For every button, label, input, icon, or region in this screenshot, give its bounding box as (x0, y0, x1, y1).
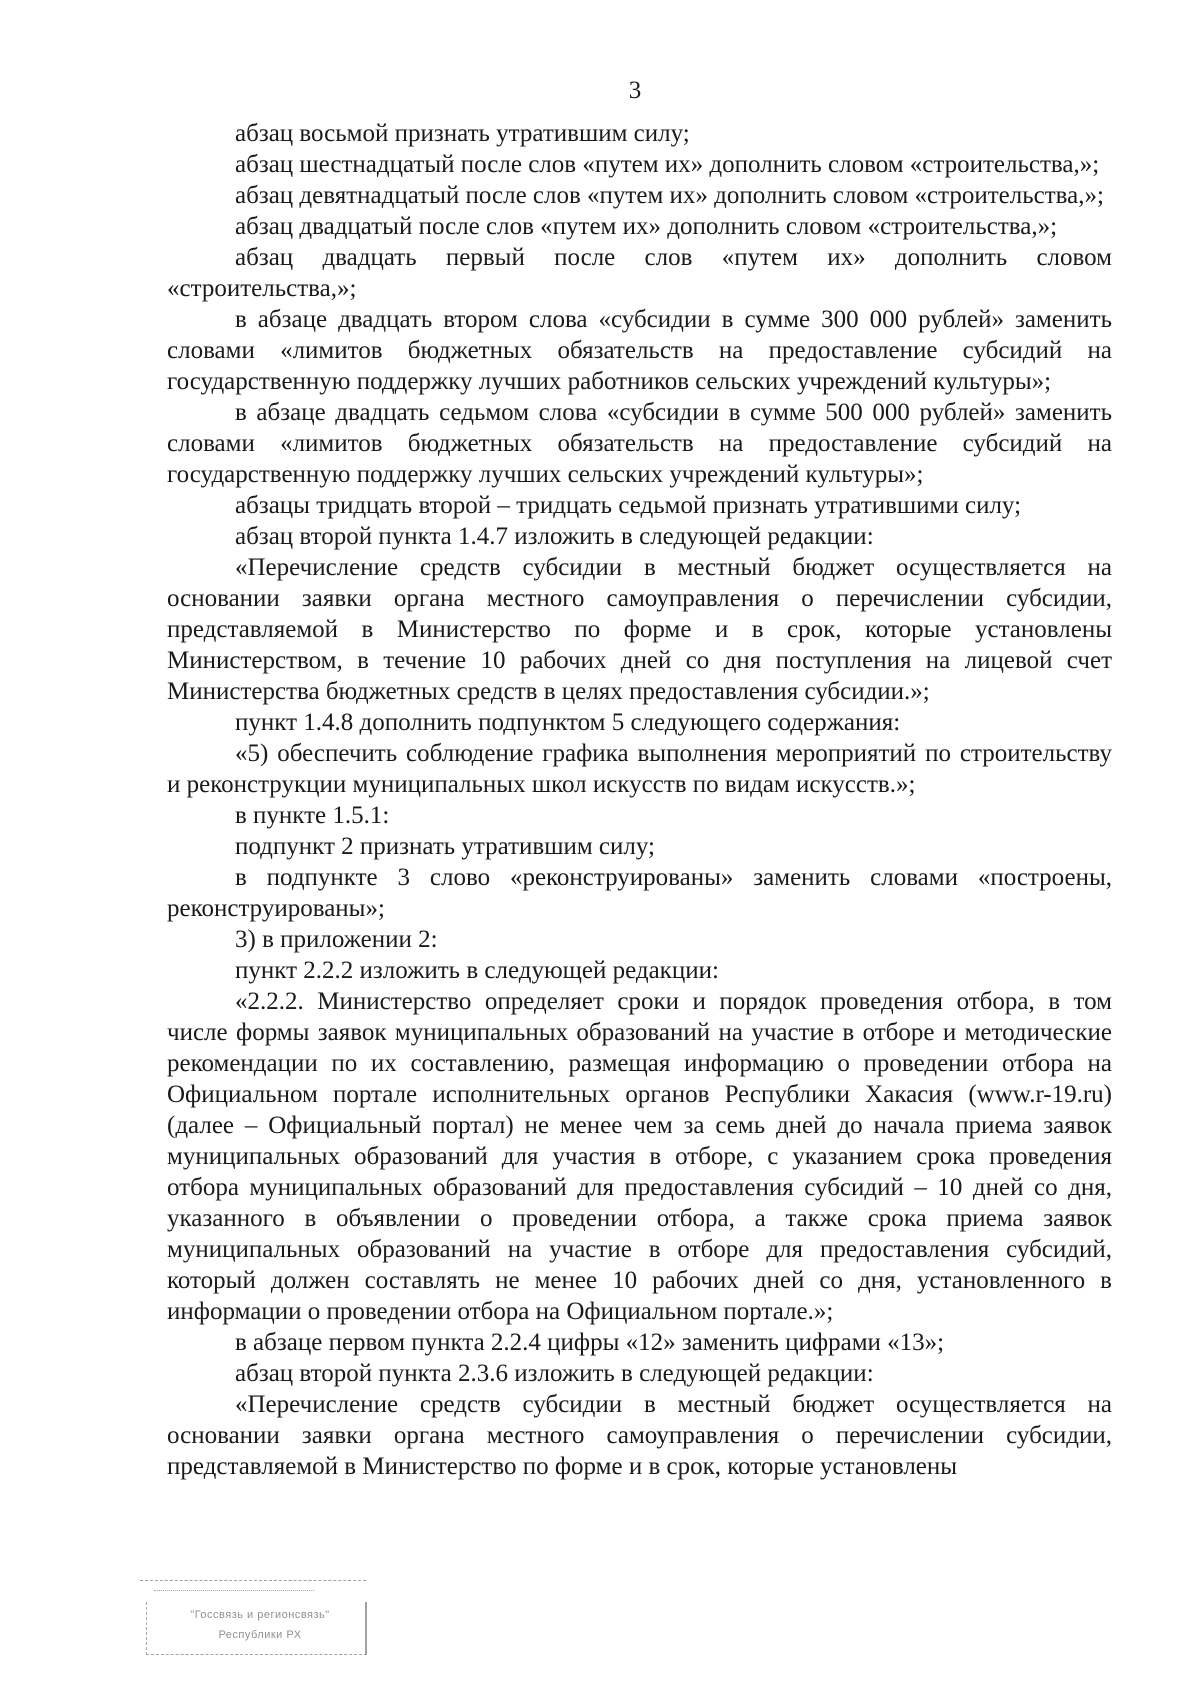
paragraph: в абзаце двадцать седьмом слова «субсидии в сумме 500 000 рублей» заменить словами «лимитов бюджетных обязательств на предоставление субсидий на государственную поддержку лучших сельских учреждений культуры»; (167, 399, 1112, 488)
stamp-top-rule (140, 1580, 366, 1581)
paragraph: абзацы тридцать второй – тридцать седьмой признать утратившими силу; (235, 492, 1022, 519)
document-body (167, 118, 1112, 1482)
paragraph: «Перечисление средств субсидии в местный бюджет осуществляется на основании заявки органа местного самоуправления о перечислении субсидии, представляемой в Министерство по форме и в срок, которые установлены Министерством, в течение 10 рабочих дней со дня поступления на лицевой счет Министерства бюджетных средств в целях предоставления субсидии.»; (167, 554, 1112, 705)
paragraph: «5) обеспечить соблюдение графика выполнения мероприятий по строительству и реконструкции муниципальных школ искусств по видам искусств.»; (167, 740, 1112, 798)
paragraph: пункт 1.4.8 дополнить подпунктом 5 следующего содержания: (235, 709, 901, 736)
stamp-sub-rule (154, 1590, 314, 1591)
paragraph: 3) в приложении 2: (235, 926, 438, 953)
paragraph: «Перечисление средств субсидии в местный бюджет осуществляется на основании заявки органа местного самоуправления о перечислении субсидии, представляемой в Министерство по форме и в срок, которые установлены (167, 1391, 1112, 1480)
stamp-frame (146, 1602, 367, 1655)
registration-stamp (140, 1580, 368, 1664)
paragraph: пункт 2.2.2 изложить в следующей редакции: (235, 957, 719, 984)
paragraph: абзац второй пункта 2.3.6 изложить в следующей редакции: (235, 1360, 874, 1387)
page-number: 3 (628, 77, 642, 104)
paragraph: в пункте 1.5.1: (235, 802, 390, 829)
paragraph: в абзаце двадцать втором слова «субсидии в сумме 300 000 рублей» заменить словами «лимитов бюджетных обязательств на предоставление субсидий на государственную поддержку лучших работников сельских учреждений культуры»; (167, 306, 1112, 395)
paragraph: абзац восьмой признать утратившим силу; (235, 120, 690, 147)
stamp-line: Республики РХ (218, 1629, 302, 1641)
paragraph: абзац шестнадцатый после слов «путем их» дополнить словом «строительства,»; (235, 151, 1100, 178)
paragraph: подпункт 2 признать утратившим силу; (235, 833, 655, 860)
paragraph: в подпункте 3 слово «реконструированы» заменить словами «построены, реконструированы»; (167, 864, 1112, 922)
paragraph: «2.2.2. Министерство определяет сроки и порядок проведения отбора, в том числе формы заявок муниципальных образований на участие в отборе и методические рекомендации по их составлению, размещая информацию о проведении отбора на Официальном портале исполнительных органов Республики Хакасия (www.r-19.ru) (далее – Официальный портал) не менее чем за семь дней до начала приема заявок муниципальных образований для участия в отборе, с указанием срока проведения отбора муниципальных образований для предоставления субсидий – 10 дней со дня, указанного в объявлении о проведении отбора, а также срока приема заявок муниципальных образований на участие в отборе для предоставления субсидий, который должен составлять не менее 10 рабочих дней со дня, установленного в информации о проведении отбора на Официальном портале.»; (167, 988, 1112, 1325)
paragraph: в абзаце первом пункта 2.2.4 цифры «12» заменить цифрами «13»; (235, 1329, 945, 1356)
paragraph: абзац двадцатый после слов «путем их» дополнить словом «строительства,»; (235, 213, 1058, 240)
stamp-line: "Госсвязь и регионсвязь" (190, 1609, 330, 1621)
paragraph: абзац второй пункта 1.4.7 изложить в следующей редакции: (235, 523, 874, 550)
paragraph: абзац девятнадцатый после слов «путем их» дополнить словом «строительства,»; (235, 182, 1104, 209)
paragraph: абзац двадцать первый после слов «путем их» дополнить словом «строительства,»; (167, 244, 1112, 302)
